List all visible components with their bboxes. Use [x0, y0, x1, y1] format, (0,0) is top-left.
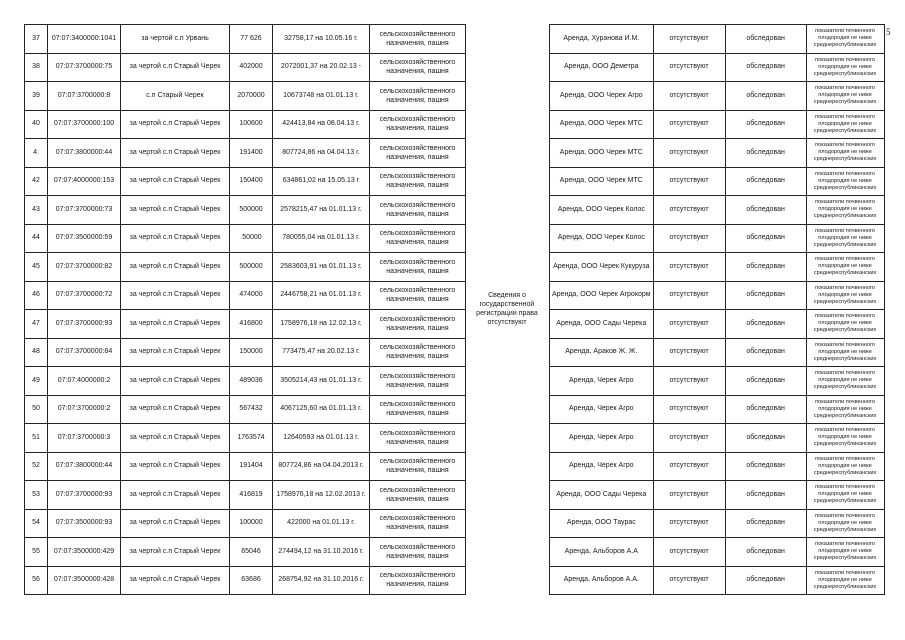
soil-quality: показатели почвенного плодородия не ниже среднереспубликанских: [806, 196, 884, 225]
cadastral-value: 12640593 на 01.01.13 г.: [273, 424, 370, 453]
soil-quality: показатели почвенного плодородия не ниже среднереспубликанских: [806, 538, 884, 567]
survey-status: обследован: [725, 253, 806, 282]
soil-quality: показатели почвенного плодородия не ниже среднереспубликанских: [806, 82, 884, 111]
land-purpose: сельскохозяйственного назначения, пашня: [370, 538, 466, 567]
encumbrance: отсутствуют: [653, 224, 725, 253]
table-row: [25, 367, 466, 396]
row-number: 45: [25, 253, 48, 282]
soil-quality: показатели почвенного плодородия не ниже среднереспубликанских: [806, 167, 884, 196]
plot-area: 416819: [230, 481, 273, 510]
right-holder: Аренда, Черек Агро: [550, 424, 654, 453]
cadastral-number: 07:07:4000000:2: [48, 367, 121, 396]
land-purpose: сельскохозяйственного назначения, пашня: [370, 452, 466, 481]
right-holder: Аренда, ООО Черек Агрокорм: [550, 281, 654, 310]
land-purpose: сельскохозяйственного назначения, пашня: [370, 566, 466, 595]
plot-area: 416800: [230, 310, 273, 339]
soil-quality: показатели почвенного плодородия не ниже среднереспубликанских: [806, 53, 884, 82]
cadastral-number: 07:07:3700000:8: [48, 82, 121, 111]
plot-location: за чертой с.п Старый Черек: [121, 139, 230, 168]
plot-area: .50000: [230, 224, 273, 253]
row-number: 51: [25, 424, 48, 453]
plot-area: 191400: [230, 139, 273, 168]
right-holder: Аренда, ООО Черек Колос: [550, 224, 654, 253]
land-purpose: сельскохозяйственного назначения, пашня: [370, 281, 466, 310]
survey-status: обследован: [725, 424, 806, 453]
soil-quality: показатели почвенного плодородия не ниже среднереспубликанских: [806, 253, 884, 282]
land-purpose: сельскохозяйственного назначения, пашня: [370, 338, 466, 367]
plot-area: 402000: [230, 53, 273, 82]
right-holder: Аренда, Альборов А.А: [550, 538, 654, 567]
table-row: [25, 310, 466, 339]
encumbrance: отсутствуют: [653, 139, 725, 168]
soil-quality: показатели почвенного плодородия не ниже среднереспубликанских: [806, 281, 884, 310]
cadastral-number: 07:07:3700000:3: [48, 424, 121, 453]
registration-note-cell: [465, 24, 549, 594]
land-purpose: сельскохозяйственного назначения, пашня: [370, 310, 466, 339]
right-holder: Аренда, ООО Таурас: [550, 509, 654, 538]
cadastral-number: 07:07:3500000:93: [48, 509, 121, 538]
table-row: [25, 395, 466, 424]
encumbrance: отсутствуют: [653, 25, 725, 54]
row-number: 47: [25, 310, 48, 339]
encumbrance: отсутствуют: [653, 566, 725, 595]
plot-location: с.п Старый Черек: [121, 82, 230, 111]
right-holder: Аренда, ООО Сады Черека: [550, 310, 654, 339]
row-number: 40: [25, 110, 48, 139]
cadastral-value: 32758,17 на 10.05.16 г.: [273, 25, 370, 54]
table-row: [25, 224, 466, 253]
cadastral-value: 268754,92 на 31.10.2016 г.: [273, 566, 370, 595]
plot-location: за чертой с.п Старый Черек: [121, 338, 230, 367]
survey-status: обследован: [725, 110, 806, 139]
land-purpose: сельскохозяйственного назначения, пашня: [370, 253, 466, 282]
plot-area: 474000: [230, 281, 273, 310]
soil-quality: показатели почвенного плодородия не ниже среднереспубликанских: [806, 452, 884, 481]
table-row: [550, 367, 885, 396]
right-holder: Аренда, ООО Черек Агро: [550, 82, 654, 111]
soil-quality: показатели почвенного плодородия не ниже среднереспубликанских: [806, 509, 884, 538]
land-purpose: сельскохозяйственного назначения, пашня: [370, 110, 466, 139]
plot-area: 2070000: [230, 82, 273, 111]
encumbrance: отсутствуют: [653, 110, 725, 139]
right-holder: Аренда, Хуранова И.М.: [550, 25, 654, 54]
land-purpose: сельскохозяйственного назначения, пашня: [370, 367, 466, 396]
table-row: [550, 538, 885, 567]
cadastral-number: 07:07:3500000:429: [48, 538, 121, 567]
survey-status: обследован: [725, 338, 806, 367]
row-number: 38: [25, 53, 48, 82]
soil-quality: показатели почвенного плодородия не ниже среднереспубликанских: [806, 395, 884, 424]
table-row: [25, 424, 466, 453]
cadastral-number: 07:07:3700000:84: [48, 338, 121, 367]
land-purpose: сельскохозяйственного назначения, пашня: [370, 224, 466, 253]
plot-area: 191404: [230, 452, 273, 481]
cadastral-number: 07:07:3700000:93: [48, 481, 121, 510]
survey-status: обследован: [725, 395, 806, 424]
plot-area: 65046: [230, 538, 273, 567]
plot-area: 500000: [230, 253, 273, 282]
survey-status: обследован: [725, 452, 806, 481]
cadastral-value: 424413,84 на 08.04.13 г.: [273, 110, 370, 139]
right-holder: Аренда, Араков Ж. Ж.: [550, 338, 654, 367]
table-row: [25, 338, 466, 367]
cadastral-number: 07:07:4000000:153: [48, 167, 121, 196]
cadastral-value: 807724,86 на 04.04.13 г.: [273, 139, 370, 168]
cadastral-number: 07:07:3700000:2: [48, 395, 121, 424]
cadastral-value: 634861,02 на 15.05.13 г: [273, 167, 370, 196]
soil-quality: показатели почвенного плодородия не ниже среднереспубликанских: [806, 367, 884, 396]
plot-area: 100000: [230, 509, 273, 538]
encumbrance: отсутствуют: [653, 196, 725, 225]
cadastral-value: 773475,47 на 20.02.13 г.: [273, 338, 370, 367]
land-purpose: сельскохозяйственного назначения, пашня: [370, 139, 466, 168]
plot-location: за чертой с.п Урвань: [121, 25, 230, 54]
cadastral-value: 2446758,21 на 01.01.13 г.: [273, 281, 370, 310]
row-number: 42: [25, 167, 48, 196]
page-number: 5: [886, 27, 891, 37]
plot-location: за чертой с.п Старый Черек: [121, 538, 230, 567]
land-purpose: сельскохозяйственного назначения, пашня: [370, 424, 466, 453]
table-row: [550, 53, 885, 82]
right-holder: Аренда, ООО Черек Кукуруза: [550, 253, 654, 282]
table-row: [550, 452, 885, 481]
row-number: 49: [25, 367, 48, 396]
soil-quality: показатели почвенного плодородия не ниже среднереспубликанских: [806, 338, 884, 367]
plot-location: за чертой с.п Старый Черек: [121, 310, 230, 339]
soil-quality: показатели почвенного плодородия не ниже среднереспубликанских: [806, 481, 884, 510]
right-holder: Аренда, Черек Агро: [550, 367, 654, 396]
survey-status: обследован: [725, 167, 806, 196]
cadastral-value: 1758976,18 на 12.02.13 г.: [273, 310, 370, 339]
row-number: 54: [25, 509, 48, 538]
row-number: 48: [25, 338, 48, 367]
right-holder: Аренда, ООО Сады Черека: [550, 481, 654, 510]
plot-location: за чертой с.п Старый Черек: [121, 281, 230, 310]
row-number: 53: [25, 481, 48, 510]
cadastral-number: 07:07:3700000:82: [48, 253, 121, 282]
soil-quality: показатели почвенного плодородия не ниже среднереспубликанских: [806, 566, 884, 595]
cadastral-number: 07:07:3800000:44: [48, 139, 121, 168]
table-row: [550, 82, 885, 111]
cadastral-value: 10673748 на 01.01.13 г.: [273, 82, 370, 111]
encumbrance: отсутствуют: [653, 481, 725, 510]
plot-location: за чертой с.п Старый Черек: [121, 424, 230, 453]
lease-info-table: [549, 24, 885, 595]
survey-status: обследован: [725, 196, 806, 225]
survey-status: обследован: [725, 224, 806, 253]
table-row: [25, 110, 466, 139]
plot-location: за чертой с.п Старый Черек: [121, 53, 230, 82]
soil-quality: показатели почвенного плодородия не ниже среднереспубликанских: [806, 139, 884, 168]
table-row: [25, 25, 466, 54]
cadastral-value: 3505214,43 на 01.01.13 г.: [273, 367, 370, 396]
table-row: [25, 281, 466, 310]
right-holder: Аренда, Альборов А.А.: [550, 566, 654, 595]
plot-location: за чертой с.п Старый Черек: [121, 452, 230, 481]
table-row: [550, 139, 885, 168]
row-number: 55: [25, 538, 48, 567]
cadastral-value: 4067125,60 на 01.01.13 г.: [273, 395, 370, 424]
table-row: [25, 167, 466, 196]
table-row: [550, 25, 885, 54]
survey-status: обследован: [725, 139, 806, 168]
plot-area: 77 626: [230, 25, 273, 54]
plot-area: 489036: [230, 367, 273, 396]
cadastral-value: 422000 на 01.01.13 г.: [273, 509, 370, 538]
table-row: [550, 424, 885, 453]
cadastral-value: 2583603,91 на 01.01.13 г.: [273, 253, 370, 282]
cadastral-number: 07:07:3500000:59: [48, 224, 121, 253]
plot-area: 100600: [230, 110, 273, 139]
encumbrance: отсутствуют: [653, 338, 725, 367]
right-holder: Аренда, ООО Черек МТС: [550, 167, 654, 196]
encumbrance: отсутствуют: [653, 281, 725, 310]
plot-location: за чертой с.п Старый Черек: [121, 395, 230, 424]
land-purpose: сельскохозяйственного назначения, пашня: [370, 481, 466, 510]
plot-area: 150000: [230, 338, 273, 367]
table-row: [550, 281, 885, 310]
plot-location: за чертой с.п Старый Черек: [121, 367, 230, 396]
survey-status: обследован: [725, 481, 806, 510]
table-row: [550, 481, 885, 510]
plot-area: 63686: [230, 566, 273, 595]
encumbrance: отсутствуют: [653, 53, 725, 82]
cadastral-number: 07:07:3800000:44: [48, 452, 121, 481]
table-row: [550, 110, 885, 139]
encumbrance: отсутствуют: [653, 310, 725, 339]
row-number: 52: [25, 452, 48, 481]
plot-location: за чертой с.п Старый Черек: [121, 196, 230, 225]
right-holder: Аренда, ООО Черек Колос: [550, 196, 654, 225]
plot-area: 1763574: [230, 424, 273, 453]
cadastral-number: 07:07:3400000:1041: [48, 25, 121, 54]
land-plots-table: [24, 24, 466, 595]
cadastral-value: 2578215,47 на 01.01.13 г.: [273, 196, 370, 225]
row-number: 43: [25, 196, 48, 225]
land-purpose: сельскохозяйственного назначения, пашня: [370, 82, 466, 111]
land-purpose: сельскохозяйственного назначения, пашня: [370, 167, 466, 196]
table-row: [25, 509, 466, 538]
soil-quality: показатели почвенного плодородия не ниже среднереспубликанских: [806, 224, 884, 253]
cadastral-number: 07:07:3700000:72: [48, 281, 121, 310]
survey-status: обследован: [725, 509, 806, 538]
row-number: 39: [25, 82, 48, 111]
survey-status: обследован: [725, 25, 806, 54]
right-holder: Аренда, Черек Агро: [550, 395, 654, 424]
soil-quality: показатели почвенного плодородия не ниже среднереспубликанских: [806, 424, 884, 453]
table-row: [550, 338, 885, 367]
encumbrance: отсутствуют: [653, 452, 725, 481]
land-purpose: сельскохозяйственного назначения, пашня: [370, 509, 466, 538]
encumbrance: отсутствуют: [653, 367, 725, 396]
survey-status: обследован: [725, 367, 806, 396]
survey-status: обследован: [725, 53, 806, 82]
row-number: 4.: [25, 139, 48, 168]
table-row: [25, 82, 466, 111]
cadastral-number: 07:07:3700000:100: [48, 110, 121, 139]
plot-location: за чертой с.п Старый Черек: [121, 481, 230, 510]
cadastral-number: 07:07:3700000:93: [48, 310, 121, 339]
row-number: 50: [25, 395, 48, 424]
table-row: [550, 167, 885, 196]
land-purpose: сельскохозяйственного назначения, пашня: [370, 395, 466, 424]
cadastral-value: 2072001,37 на 20.02.13 -: [273, 53, 370, 82]
row-number: 44: [25, 224, 48, 253]
survey-status: обследован: [725, 566, 806, 595]
table-row: [25, 481, 466, 510]
table-row: [550, 253, 885, 282]
table-row: [550, 395, 885, 424]
plot-location: за чертой с.п Старый Черек: [121, 110, 230, 139]
soil-quality: показатели почвенного плодородия не ниже среднереспубликанских: [806, 25, 884, 54]
table-row: [25, 253, 466, 282]
encumbrance: отсутствуют: [653, 538, 725, 567]
table-row: [550, 196, 885, 225]
soil-quality: показатели почвенного плодородия не ниже среднереспубликанских: [806, 110, 884, 139]
right-holder: Аренда, Черек Агро: [550, 452, 654, 481]
table-row: [25, 538, 466, 567]
cadastral-value: 780055,04 на 01.01.13 г.: [273, 224, 370, 253]
plot-area: 150400: [230, 167, 273, 196]
land-purpose: сельскохозяйственного назначения, пашня: [370, 53, 466, 82]
plot-location: за чертой с.п Старый Черек: [121, 509, 230, 538]
survey-status: обследован: [725, 310, 806, 339]
table-row: [25, 53, 466, 82]
registration-note: Сведения о государственной регистрации права отсутствуют: [476, 292, 538, 326]
table-row: [25, 139, 466, 168]
cadastral-value: 1758976,18 на 12.02.2013 г.: [273, 481, 370, 510]
plot-location: за чертой с.п Старый Черек: [121, 224, 230, 253]
row-number: 37: [25, 25, 48, 54]
right-holder: Аренда, ООО Черек МТС: [550, 110, 654, 139]
row-number: 46: [25, 281, 48, 310]
encumbrance: отсутствуют: [653, 82, 725, 111]
encumbrance: отсутствуют: [653, 509, 725, 538]
table-row: [25, 452, 466, 481]
cadastral-value: 807724,86 на 04.04.2013 г.: [273, 452, 370, 481]
table-row: [25, 566, 466, 595]
row-number: 56: [25, 566, 48, 595]
encumbrance: отсутствуют: [653, 253, 725, 282]
plot-area: 500000: [230, 196, 273, 225]
cadastral-value: 274494,12 на 31.10.2016 г.: [273, 538, 370, 567]
soil-quality: показатели почвенного плодородия не ниже среднереспубликанских: [806, 310, 884, 339]
table-row: [25, 196, 466, 225]
table-row: [550, 224, 885, 253]
encumbrance: отсутствуют: [653, 424, 725, 453]
table-row: [550, 509, 885, 538]
right-holder: Аренда, ООО Черек МТС: [550, 139, 654, 168]
table-row: [550, 310, 885, 339]
cadastral-number: 07:07:3700000:73: [48, 196, 121, 225]
cadastral-number: 07:07:3700000:75: [48, 53, 121, 82]
survey-status: обследован: [725, 281, 806, 310]
survey-status: обследован: [725, 82, 806, 111]
survey-status: обследован: [725, 538, 806, 567]
land-purpose: сельскохозяйственного назначения, пашня: [370, 196, 466, 225]
plot-location: за чертой с.п Старый Черек: [121, 253, 230, 282]
table-row: [550, 566, 885, 595]
plot-area: 567432: [230, 395, 273, 424]
land-purpose: сельскохозяйственного назначения, пашня: [370, 25, 466, 54]
right-holder: Аренда, ООО Деметра: [550, 53, 654, 82]
plot-location: за чертой с.п Старый Черек: [121, 167, 230, 196]
encumbrance: отсутствуют: [653, 395, 725, 424]
plot-location: за чертой с.п Старый Черек: [121, 566, 230, 595]
cadastral-number: 07:07:3500000:428: [48, 566, 121, 595]
encumbrance: отсутствуют: [653, 167, 725, 196]
